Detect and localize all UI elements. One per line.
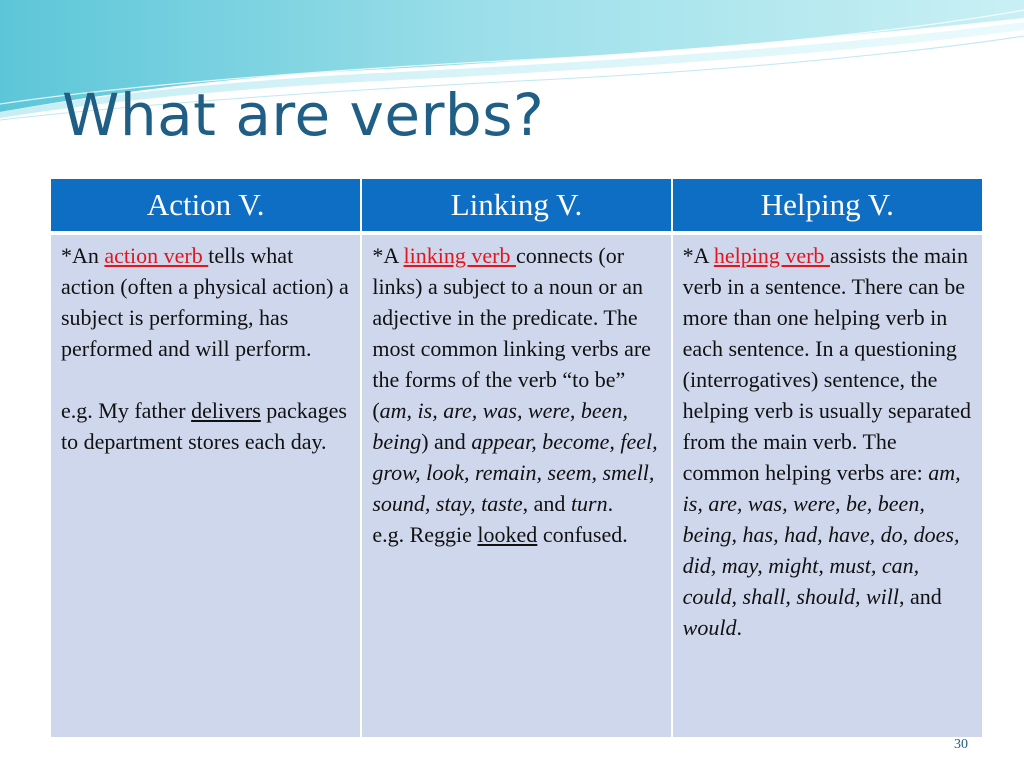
cell-text-run: , and [522,491,571,516]
header-helping-verb: Helping V. [672,179,982,233]
header-action-verb: Action V. [51,179,361,233]
cell-text-run: connects (or links) a subject to a noun or an adjective in the predicate. The most common linking verbs are the forms of the verb “to be” ( [372,243,651,423]
cell-linking-verb [361,233,671,737]
cell-text-run: confused. [537,522,628,547]
cell-text-run: packages to department stores each day. [61,398,347,454]
cell-text-run: , and [899,584,942,609]
cell-text-run: assists the main verb in a sentence. There can be more than one helping verb in each sentence. In a questioning (interrogatives) sentence, the helping verb is usually separated from the main verb. The common helping verbs are: [682,243,972,485]
cell-action-verb [51,233,361,737]
header-linking-verb: Linking V. [361,179,671,233]
cell-text-run: e.g. My father [61,398,192,423]
cell-text-run: ) and [421,429,472,454]
cell-text-run: . [736,615,742,640]
italic-verb-list: would [682,615,737,640]
table-header-row [51,179,982,233]
cell-text-run: *A [682,243,714,268]
italic-verb-list: appear, become, feel, grow, look, remain, seem, smell, sound, stay, taste [372,429,658,516]
verb-types-table [51,179,982,737]
cell-paragraph [683,240,974,643]
cell-paragraph [372,240,662,519]
cell-text-run: . [607,491,614,516]
cell-text-run: *A [372,243,404,268]
highlighted-term: linking verb [403,243,516,268]
cell-text-run: tells what action (often a physical action) a subject is performing, has performed and will perform. [61,243,349,361]
page-number: 30 [954,737,968,752]
cell-paragraph [61,395,352,457]
cell-paragraph [61,240,352,364]
highlighted-term: helping verb [713,243,830,268]
cell-helping-verb [672,233,982,737]
italic-verb-list: turn [570,491,608,516]
cell-text-run: *An [61,243,105,268]
slide-title: What are verbs? [62,81,545,149]
table-row [51,233,982,737]
example-verb: looked [477,522,538,547]
highlighted-term: action verb [104,243,209,268]
italic-verb-list: am, is, are, was, were, been, being [372,398,628,454]
italic-verb-list: am, is, are, was, were, be, been, being, has, had, have, do, does, did, may, might, must, can, could, shall, should, will [682,460,961,609]
cell-text-run: e.g. Reggie [372,522,478,547]
cell-paragraph [372,519,662,550]
example-verb: delivers [191,398,261,423]
